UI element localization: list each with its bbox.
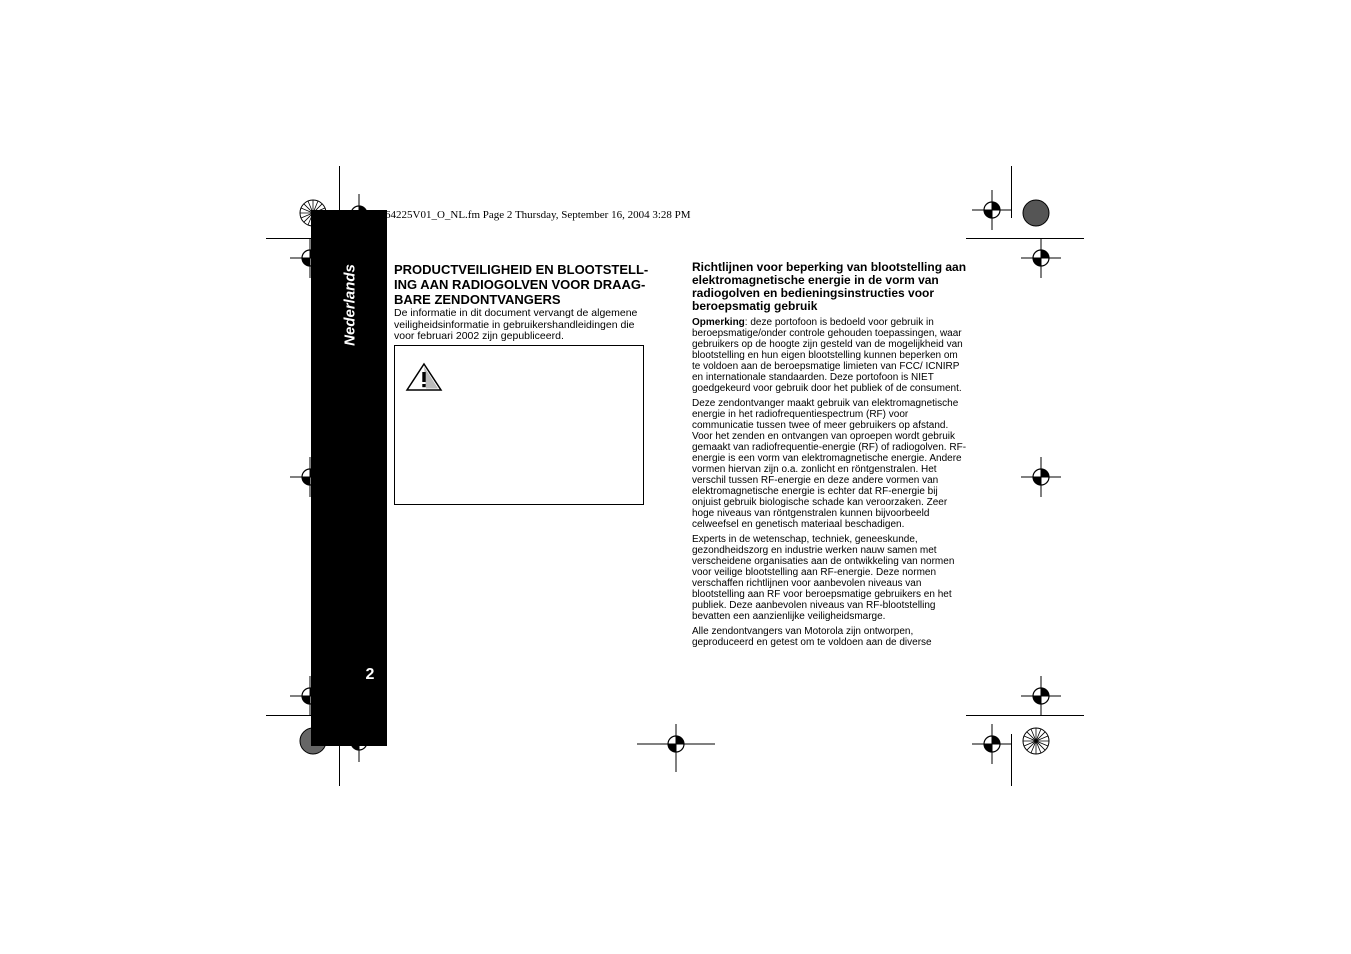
warning-triangle-icon <box>405 362 443 392</box>
note-label: Opmerking <box>692 317 745 328</box>
registration-crosshair-icon <box>1021 238 1061 278</box>
registration-crosshair-icon <box>1021 457 1061 497</box>
warning-box <box>394 345 644 505</box>
body-paragraph: Deze zendontvanger maakt gebruik van elektromagnetische energie in het radiofrequentiespectrum (RF) voor communicatie tussen twee of meer gebruikers op afstand. Voor het zenden en ontvangen van oproepen wordt gebruik gemaakt van radiofrequentie-energie (RF) of radiogolven. RF-energie is een vorm van elektromagnetische energie. Andere vormen hiervan zijn o.a. zonlicht en röntgenstralen. Het verschil tussen RF-energie en deze andere vormen van elektromagnetische energie is echter dat RF-energie bij onjuist gebruik biologische schade kan veroorzaken. Zeer hoge niveaus van röntgenstralen kunnen bijvoorbeeld celweefsel en genetisch materiaal beschadigen. <box>692 398 967 530</box>
gray-patch-mark-icon <box>1021 198 1051 228</box>
starburst-mark-icon <box>1021 726 1051 756</box>
file-info-header: 64225V01_O_NL.fm Page 2 Thursday, September 16, 2004 3:28 PM <box>385 209 691 221</box>
registration-crosshair-icon <box>637 724 715 772</box>
body-paragraph: Alle zendontvangers van Motorola zijn ontworpen, geproduceerd en getest om te voldoen aan de diverse <box>692 626 932 648</box>
intro-paragraph: De informatie in dit document vervangt de algemene veiligheidsinformatie in gebruikershandleidingen die voor februari 2002 zijn gepubliceerd. <box>394 307 638 342</box>
body-paragraph: Experts in de wetenschap, techniek, geneeskunde, gezondheidszorg en industrie werken nauw samen met verscheidene organisaties aan de ontwikkeling van normen voor veilige blootstelling aan RF-energie. Deze normen verschaffen richtlijnen voor aanbevolen niveaus van blootstelling aan RF voor beroepsmatige gebruikers en het publiek. Deze aanbevolen niveaus van RF-blootstelling bevatten een aanzienlijke veiligheidsmarge. <box>692 534 955 622</box>
registration-crosshair-icon <box>1021 676 1061 716</box>
note-text: : deze portofoon is bedoeld voor gebruik in beroepsmatige/onder controle gehouden toepassingen, waar gebruikers op de hoogte zijn gesteld van de mogelijkheid van blootstelling en hun eigen blootstelling kunnen beperken om te voldoen aan de beroepsmatige limieten van FCC/ ICNIRP en internationale standaarden. Deze portofoon is NIET goedgekeurd voor gebruik door het publiek of de consument. <box>692 317 963 394</box>
page-number: 2 <box>365 666 375 683</box>
section-title: PRODUCTVEILIGHEID EN BLOOTSTELL-ING AAN RADIOGOLVEN VOOR DRAAG-BARE ZENDONTVANGERS <box>394 262 649 307</box>
subsection-title: Richtlijnen voor beperking van blootstelling aan elektromagnetische energie in de vorm van radiogolven en bedieningsinstructies voor beroepsmatig gebruik <box>692 260 967 313</box>
registration-crosshair-icon <box>972 724 1012 764</box>
body-text <box>692 317 967 652</box>
registration-crosshair-icon <box>972 190 1012 230</box>
note-paragraph <box>692 317 967 394</box>
language-label: Nederlands <box>341 264 359 346</box>
